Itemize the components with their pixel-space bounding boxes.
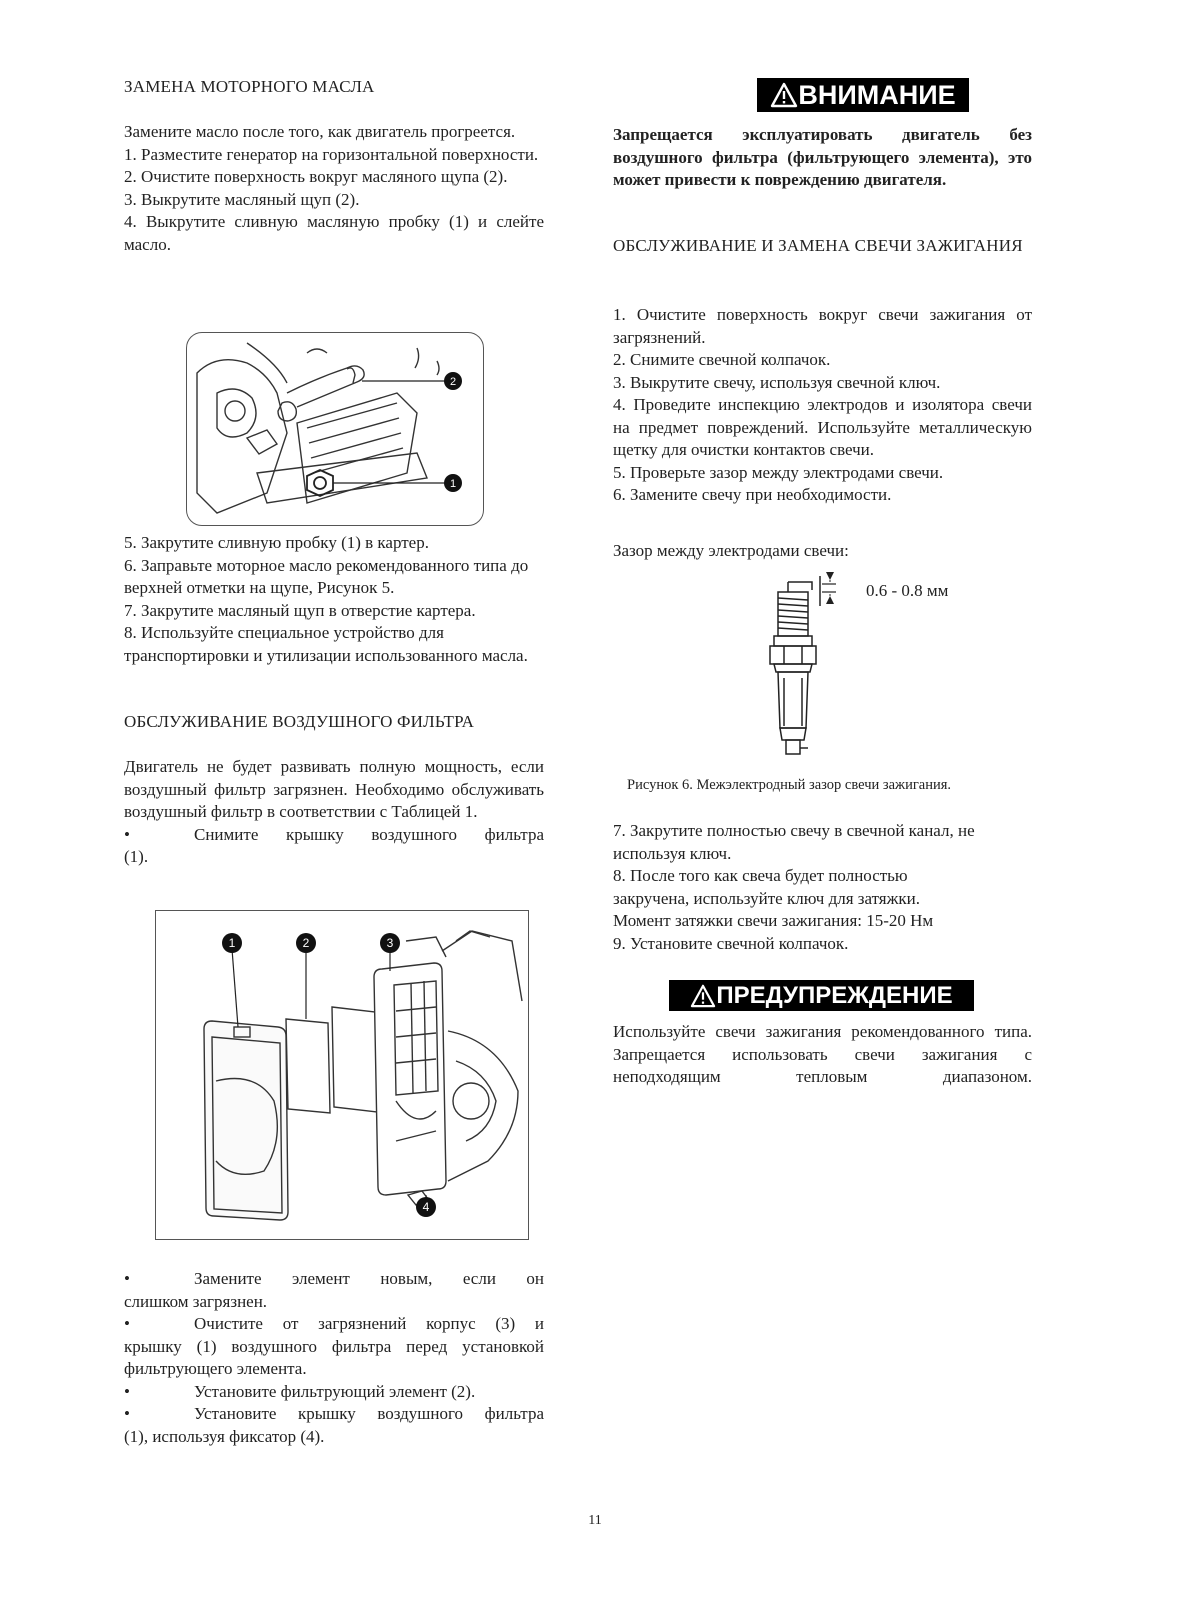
oil-step: Замените масло после того, как двигатель прогреется. <box>124 122 516 141</box>
air-filter-bullet: • Установите фильтрующий элемент (2). <box>124 1381 544 1404</box>
attention-banner <box>757 78 969 112</box>
bullet-dot: • <box>124 1404 130 1423</box>
callout-number: 4 <box>422 1200 430 1214</box>
spark-plug-illustration <box>760 568 860 768</box>
bullet-dot: • <box>124 824 130 844</box>
callout-number: 2 <box>449 376 457 388</box>
air-filter-heading: ОБСЛУЖИВАНИЕ ВОЗДУШНОГО ФИЛЬТРА <box>124 712 475 731</box>
gap-label: Зазор между электродами свечи: <box>613 541 849 560</box>
bullet-dot: • <box>124 1314 130 1333</box>
air-filter-bullet: • Очистите от загрязнений корпус (3) и <box>124 1313 544 1336</box>
warning-triangle-icon <box>690 984 716 1008</box>
callout-number: 3 <box>386 936 394 950</box>
bullet-continuation: (1), используя фиксатор (4). <box>124 1426 325 1446</box>
warning-triangle-icon <box>770 82 798 108</box>
spark-plug-figure <box>760 568 860 768</box>
bullet-dot: • <box>124 1381 130 1401</box>
oil-step: 4. Выкрутите сливную масляную пробку (1) и слейте масло. <box>124 212 544 254</box>
oil-change-heading: ЗАМЕНА МОТОРНОГО МАСЛА <box>124 77 375 96</box>
spark-plug-heading: ОБСЛУЖИВАНИЕ И ЗАМЕНА СВЕЧИ ЗАЖИГАНИЯ <box>613 236 1023 255</box>
oil-step: 3. Выкрутите масляный щуп (2). <box>124 189 360 209</box>
air-filter-steps <box>124 1268 544 1448</box>
warning-text: Используйте свечи зажигания рекомендованного типа. Запрещается использовать свечи зажигания с неподходящим тепловым диапазоном. <box>613 1022 1032 1086</box>
spark-step: 4. Проведите инспекцию электродов и изолятора свечи на предмет повреждений. Используйте металлическую щетку для очистки контактов свечи. <box>613 395 1032 459</box>
air-filter-bullet: • Снимите крышку воздушного фильтра <box>124 824 544 847</box>
oil-step: 2. Очистите поверхность вокруг масляного щупа (2). <box>124 167 508 186</box>
spark-step: 2. Снимите свечной колпачок. <box>613 350 831 369</box>
bullet-continuation: (1). <box>124 847 149 866</box>
spark-step: 1. Очистите поверхность вокруг свечи зажигания от загрязнений. <box>613 305 1032 347</box>
oil-step: 8. Используйте специальное устройство для транспортировки и утилизации использованного масла. <box>124 623 528 665</box>
attention-label: ВНИМАНИЕ <box>798 79 956 110</box>
callout-number: 1 <box>228 936 236 950</box>
gap-arrow-up-icon <box>826 596 834 604</box>
gap-arrow-down-icon <box>826 572 834 580</box>
spark-step: 5. Проверьте зазор между электродами свечи. <box>613 462 944 482</box>
air-filter-figure <box>155 910 529 1240</box>
callout-number: 1 <box>449 478 457 490</box>
warning-banner <box>669 980 974 1011</box>
oil-steps-a <box>124 121 544 256</box>
spark-steps-a <box>613 304 1032 507</box>
oil-step: 5. Закрутите сливную пробку (1) в картер. <box>124 533 429 552</box>
callout-number: 2 <box>302 936 310 950</box>
gap-value: 0.6 - 0.8 мм <box>866 581 949 600</box>
warning-label: ПРЕДУПРЕЖДЕНИЕ <box>716 981 953 1009</box>
engine-illustration <box>187 333 483 525</box>
bullet-continuation: крышку (1) воздушного фильтра перед установкой фильтрующего элемента. <box>124 1336 544 1378</box>
spark-step: 7. Закрутите полностью свечу в свечной канал, не используя ключ. <box>613 821 975 863</box>
oil-step: 6. Заправьте моторное масло рекомендованного типа до верхней отметки на щупе, Рисунок 5. <box>124 555 529 597</box>
air-filter-bullet: • Установите крышку воздушного фильтра <box>124 1403 544 1426</box>
spark-step: 9. Установите свечной колпачок. <box>613 933 849 953</box>
bullet-continuation: слишком загрязнен. <box>124 1291 268 1311</box>
air-filter-section <box>124 756 544 869</box>
spark-step: 8. После того как свеча будет полностью закручена, используйте ключ для затяжки. <box>613 866 920 908</box>
figure6-caption: Рисунок 6. Межэлектродный зазор свечи зажигания. <box>627 777 952 793</box>
callout-line <box>232 949 238 1027</box>
torque-spec: Момент затяжки свечи зажигания: 15-20 Нм <box>613 911 934 930</box>
air-filter-bullet: • Замените элемент новым, если он <box>124 1268 544 1291</box>
spark-steps-b <box>613 820 1043 955</box>
bullet-dot: • <box>124 1269 130 1288</box>
spark-step: 3. Выкрутите свечу, используя свечной ключ. <box>613 372 941 392</box>
oil-step: 7. Закрутите масляный щуп в отверстие картера. <box>124 600 476 620</box>
air-filter-illustration <box>156 911 528 1239</box>
oil-engine-figure <box>186 332 484 526</box>
attention-text: Запрещается эксплуатировать двигатель без воздушного фильтра (фильтрующего элемента), это может привести к повреждению двигателя. <box>613 125 1032 189</box>
air-filter-intro: Двигатель не будет развивать полную мощность, если воздушный фильтр загрязнен. Необходимо обслуживать воздушный фильтр в соответствии с Таблицей 1. <box>124 757 544 821</box>
page-number: 11 <box>588 1513 602 1528</box>
spark-step: 6. Замените свечу при необходимости. <box>613 485 892 504</box>
oil-step: 1. Разместите генератор на горизонтальной поверхности. <box>124 144 539 164</box>
oil-steps-b <box>124 532 544 667</box>
